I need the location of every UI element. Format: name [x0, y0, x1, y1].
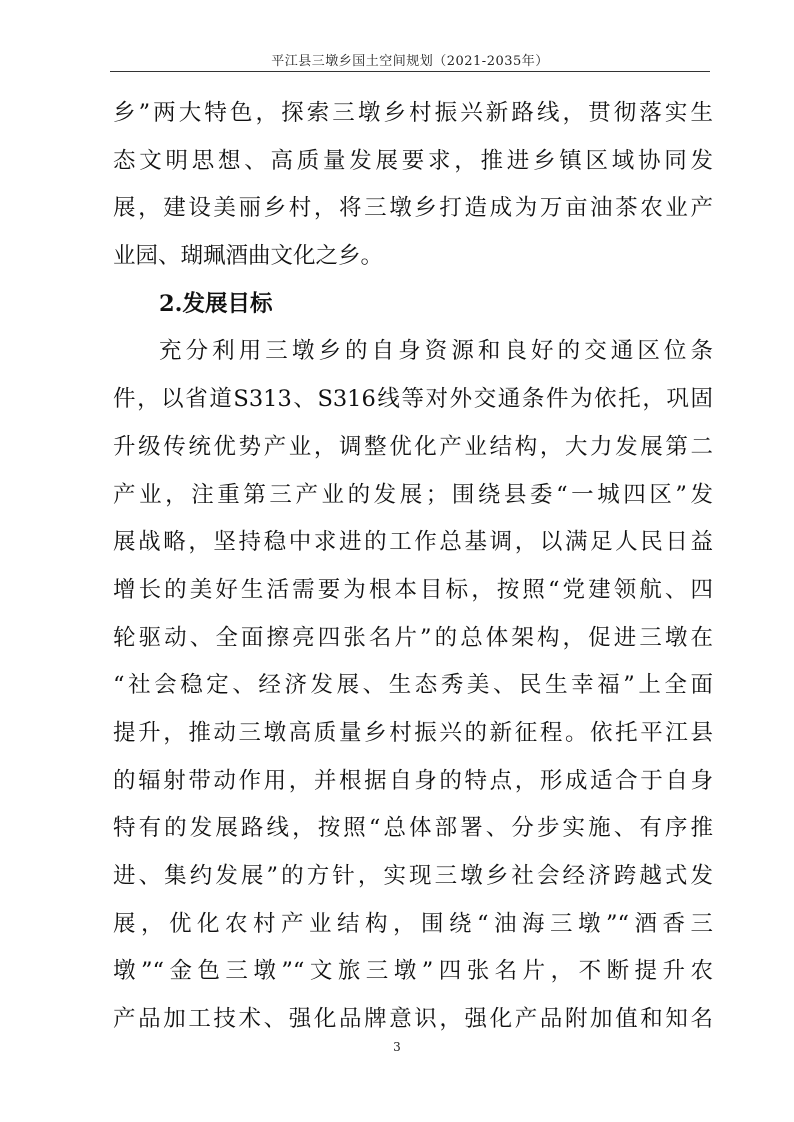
- section-heading: 2.发展目标: [159, 290, 273, 317]
- text-line: 乡”两大特色，探索三墩乡村振兴新路线，贯彻落实生: [113, 100, 713, 126]
- paragraph-continued: [113, 90, 713, 281]
- text-line: 特有的发展路线，按照“总体部署、分步实施、有序推: [113, 815, 713, 842]
- text-line: 升级传统优势产业，调整优化产业结构，大力发展第二: [113, 433, 713, 460]
- header-divider: [110, 71, 710, 72]
- running-header: 平江县三墩乡国土空间规划（2021-2035年）: [271, 54, 549, 69]
- text-line: 产业，注重第三产业的发展；围绕县委“一城四区”发: [113, 481, 713, 508]
- text-line: 进、集约发展”的方针，实现三墩乡社会经济跨越式发: [113, 863, 713, 889]
- text-line: “社会稳定、经济发展、生态秀美、民生幸福”上全面: [113, 672, 713, 699]
- text-line: 件，以省道S313、S316线等对外交通条件为依托，巩固: [113, 386, 713, 413]
- text-line: 墩”“金色三墩”“文旅三墩”四张名片，不断提升农: [113, 958, 713, 985]
- paragraph-development-goals: [113, 328, 713, 1043]
- text-line: 态文明思想、高质量发展要求，推进乡镇区域协同发: [113, 147, 713, 174]
- text-line: 提升，推动三墩高质量乡村振兴的新征程。依托平江县: [113, 719, 713, 746]
- document-body: [113, 90, 713, 1044]
- text-line: 业园、瑚珮酒曲文化之乡。: [113, 243, 384, 270]
- text-line: 的辐射带动作用，并根据自身的特点，形成适合于自身: [113, 767, 713, 794]
- text-line: 展，建设美丽乡村，将三墩乡打造成为万亩油茶农业产: [113, 195, 713, 222]
- text-line: 充分利用三墩乡的自身资源和良好的交通区位条: [159, 338, 713, 365]
- text-line: 增长的美好生活需要为根本目标，按照“党建领航、四: [113, 576, 713, 603]
- text-line: 展战略，坚持稳中求进的工作总基调，以满足人民日益: [113, 529, 713, 556]
- page-number: 3: [393, 1040, 401, 1054]
- text-line: 产品加工技术、强化品牌意识，强化产品附加值和知名: [113, 1006, 713, 1033]
- text-line: 轮驱动、全面擦亮四张名片”的总体架构，促进三墩在: [113, 624, 713, 651]
- text-line: 展，优化农村产业结构，围绕“油海三墩”“酒香三: [113, 910, 713, 937]
